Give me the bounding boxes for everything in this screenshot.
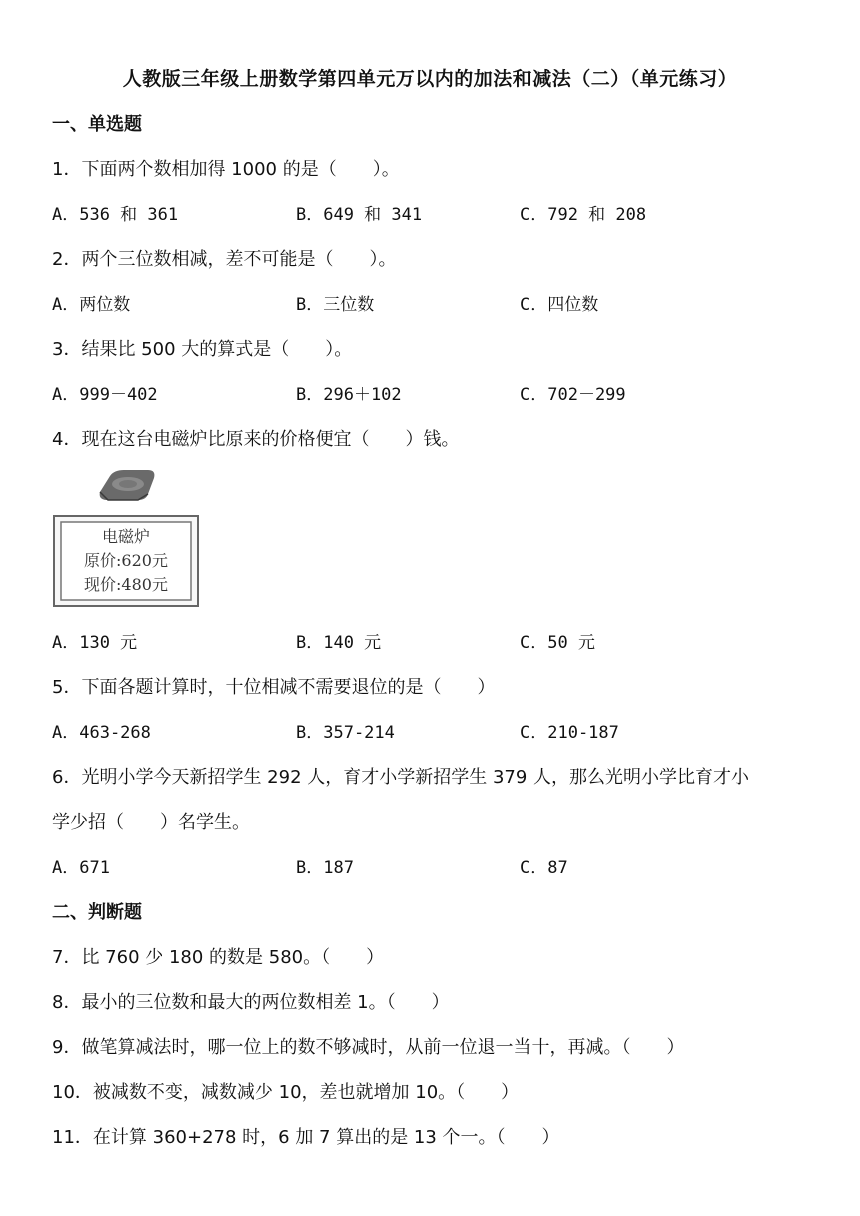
- question-9: 9．做笔算减法时，哪一位上的数不够减时，从前一位退一当十，再减。（ ）: [52, 1037, 685, 1058]
- question-8: 8．最小的三位数和最大的两位数相差 1。（ ）: [52, 992, 450, 1013]
- induction-cooker-figure: [52, 466, 202, 608]
- option-a: A．两位数: [52, 295, 131, 315]
- question-6-line-1: 6．光明小学今天新招学生 292 人，育才小学新招学生 379 人，那么光明小学比育才小: [52, 767, 750, 788]
- option-a: A．671: [52, 858, 110, 878]
- question-5: 5．下面各题计算时，十位相减不需要退位的是（ ）: [52, 677, 496, 698]
- option-b: B．649 和 341: [296, 205, 423, 225]
- question-6-options: [52, 853, 832, 877]
- option-a: A．999－402: [52, 385, 158, 405]
- sign-original-price: 原价:620元: [84, 551, 168, 570]
- question-4-options: [52, 628, 832, 652]
- question-5-options: [52, 718, 832, 742]
- section-heading-single-choice: 一、单选题: [52, 114, 142, 135]
- option-b: B．357-214: [296, 723, 395, 743]
- question-10: 10．被减数不变，减数减少 10，差也就增加 10。（ ）: [52, 1082, 520, 1103]
- option-c: C．210-187: [520, 723, 619, 743]
- option-c: C．四位数: [520, 295, 599, 315]
- question-1-options: [52, 200, 832, 224]
- question-11: 11．在计算 360+278 时，6 加 7 算出的是 13 个一。（ ）: [52, 1127, 560, 1148]
- question-3-options: [52, 380, 832, 404]
- option-c: C．702－299: [520, 385, 626, 405]
- question-7: 7．比 760 少 180 的数是 580。（ ）: [52, 947, 385, 968]
- option-b: B．296＋102: [296, 385, 402, 405]
- option-b: B．三位数: [296, 295, 375, 315]
- section-heading-true-false: 二、判断题: [52, 902, 142, 923]
- sign-current-price: 现价:480元: [84, 575, 168, 594]
- option-a: A．130 元: [52, 633, 138, 653]
- page-title: 人教版三年级上册数学第四单元万以内的加法和减法（二）（单元练习）: [122, 68, 738, 90]
- sign-title: 电磁炉: [101, 527, 151, 546]
- question-2-options: [52, 290, 832, 314]
- option-c: C．87: [520, 858, 568, 878]
- induction-cooker-illustration: [52, 466, 202, 608]
- option-b: B．187: [296, 858, 354, 878]
- question-3: 3．结果比 500 大的算式是（ ）。: [52, 339, 353, 360]
- question-1: 1．下面两个数相加得 1000 的是（ ）。: [52, 159, 400, 180]
- option-c: C．792 和 208: [520, 205, 647, 225]
- question-2: 2．两个三位数相减，差不可能是（ ）。: [52, 249, 397, 270]
- question-6-line-2: 学少招（ ）名学生。: [52, 812, 250, 833]
- option-a: A．463-268: [52, 723, 151, 743]
- question-4: 4．现在这台电磁炉比原来的价格便宜（ ）钱。: [52, 429, 460, 450]
- induction-cooker-icon: [100, 470, 155, 500]
- option-c: C．50 元: [520, 633, 595, 653]
- option-b: B．140 元: [296, 633, 382, 653]
- option-a: A．536 和 361: [52, 205, 179, 225]
